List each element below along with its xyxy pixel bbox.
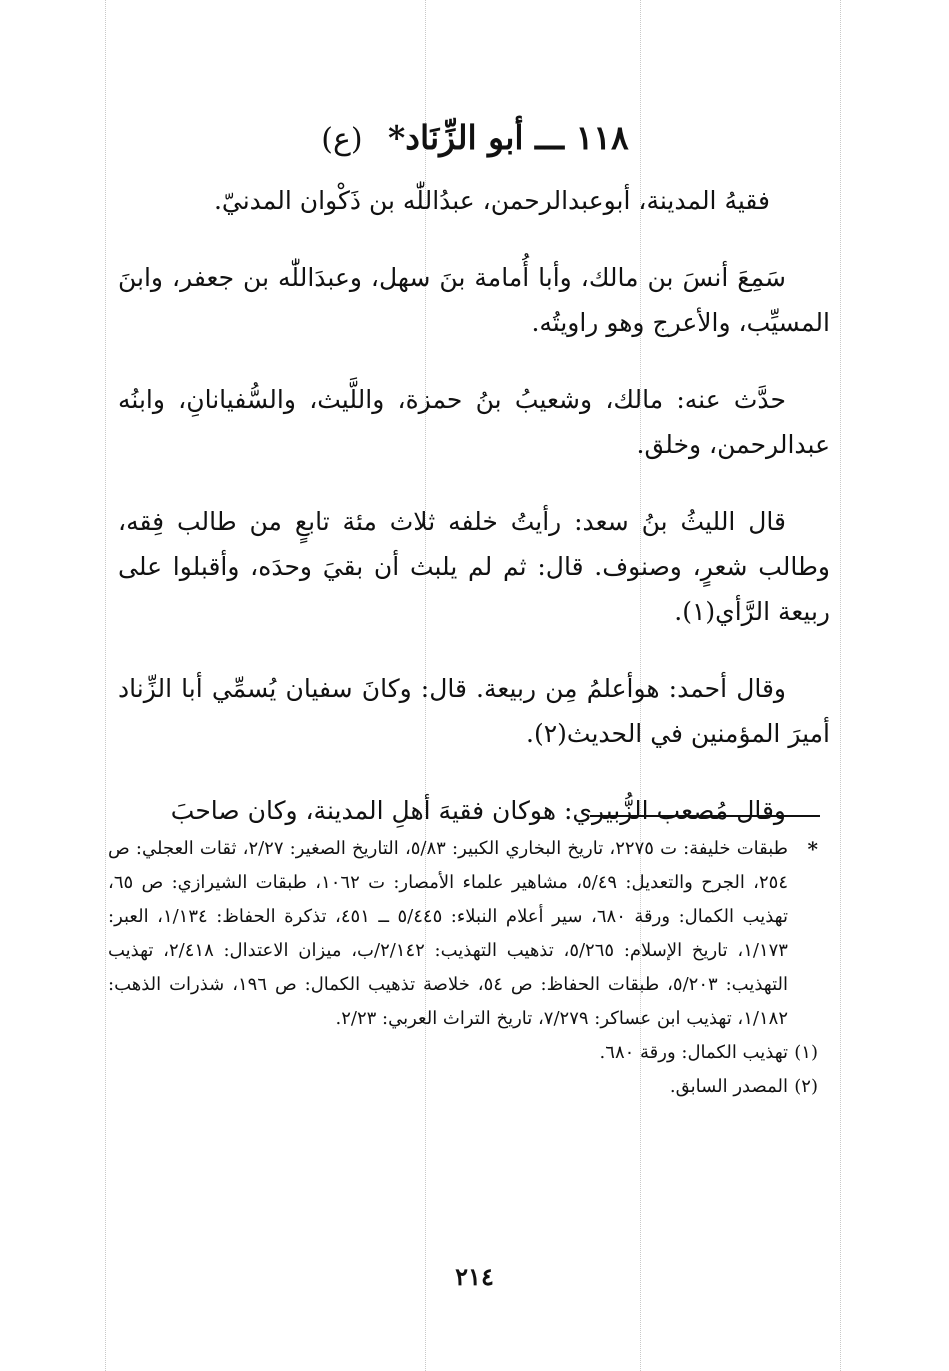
paragraph-identity: فقيهُ المدينة، أبوعبدالرحمن، عبدُاللّٰه بن ذَكْوان المدنيّ. — [213, 186, 770, 215]
footnote-number: (٢) — [794, 1076, 818, 1097]
entry-number: ١١٨ — [575, 118, 629, 157]
footnote-2 — [108, 1070, 818, 1104]
scan-guide-line — [840, 0, 841, 1371]
footnote-separator — [590, 815, 820, 817]
paragraph-musab-quote: وقال مُصعب الزُّبيري: هوكان فقيهَ أهلِ المدينة، وكان صاحبَ — [170, 796, 786, 825]
paragraph-teachers: سَمِعَ أنسَ بن مالك، وأبا أُمامة بنَ سهل، وعبدَاللّٰه بن جعفر، وابنَ المسيِّب، والأعرج وهو راويتُه. — [118, 263, 830, 337]
entry-name: أبو الزِّنَاد* — [388, 118, 524, 157]
footnote-text: تهذيب الكمال: ورقة ٦٨٠. — [599, 1042, 788, 1063]
paragraph-layth-quote: قال الليثُ بنُ سعد: رأيتُ خلفه ثلاث مئة تابعٍ من طالب فِقه، وطالب شعرٍ، وصنوف. قال: ثم لم يلبث أن بقيَ وحدَه، وأقبلوا على ربيعة الرَّأي(١). — [118, 507, 830, 626]
footnote-1 — [108, 1036, 818, 1070]
entry-sigla: (ع) — [321, 122, 363, 157]
entry-title — [120, 118, 830, 157]
footnote-number: (١) — [794, 1042, 818, 1063]
page-number: ٢١٤ — [455, 1262, 494, 1291]
paragraph-students: حدَّث عنه: مالك، وشعيبُ بنُ حمزة، واللَّيث، والسُّفيانانِ، وابنُه عبدالرحمن، وخلق. — [118, 385, 830, 459]
footnotes — [108, 832, 818, 1104]
sources-text: طبقات خليفة: ت ٢٢٧٥، تاريخ البخاري الكبير: ٥/٨٣، التاريخ الصغير: ٢/٢٧، ثقات العجلي: ص ٢٥٤، الجرح والتعديل: ٥/٤٩، مشاهير علماء الأمصار: ت ١٠٦٢، طبقات الشيرازي: ص ٦٥، تهذيب الكمال: ورقة ٦٨٠، سير أعلام النبلاء: ٥/٤٤٥ ــ ٤٥١، تذكرة الحفاظ: ١/١٣٤، العبر: ١/١٧٣، تاريخ الإسلام: ٥/٢٦٥، تذهيب التهذيب: ٢/١٤٢/ب، ميزان الاعتدال: ٢/٤١٨، تهذيب التهذيب: ٥/٢٠٣، طبقات الحفاظ: ص ٥٤، خلاصة تذهيب الكمال: ص ١٩٦، شذرات الذهب: ١/١٨٢، تهذيب ابن عساكر: ٧/٢٧٩، تاريخ التراث العربي: ٢/٢٣. — [108, 838, 789, 1029]
footnote-text: المصدر السابق. — [669, 1076, 788, 1097]
paragraph-ahmad-quote: وقال أحمد: هوأعلمُ مِن ربيعة. قال: وكانَ سفيان يُسمِّي أبا الزِّناد أميرَ المؤمنين في الحديث(٢). — [118, 674, 830, 748]
scan-guide-line — [105, 0, 106, 1371]
biography-text — [118, 178, 830, 865]
asterisk-marker: * — [807, 837, 818, 861]
entry-dash: ـــ — [523, 118, 565, 157]
sources-footnote — [108, 832, 818, 1036]
